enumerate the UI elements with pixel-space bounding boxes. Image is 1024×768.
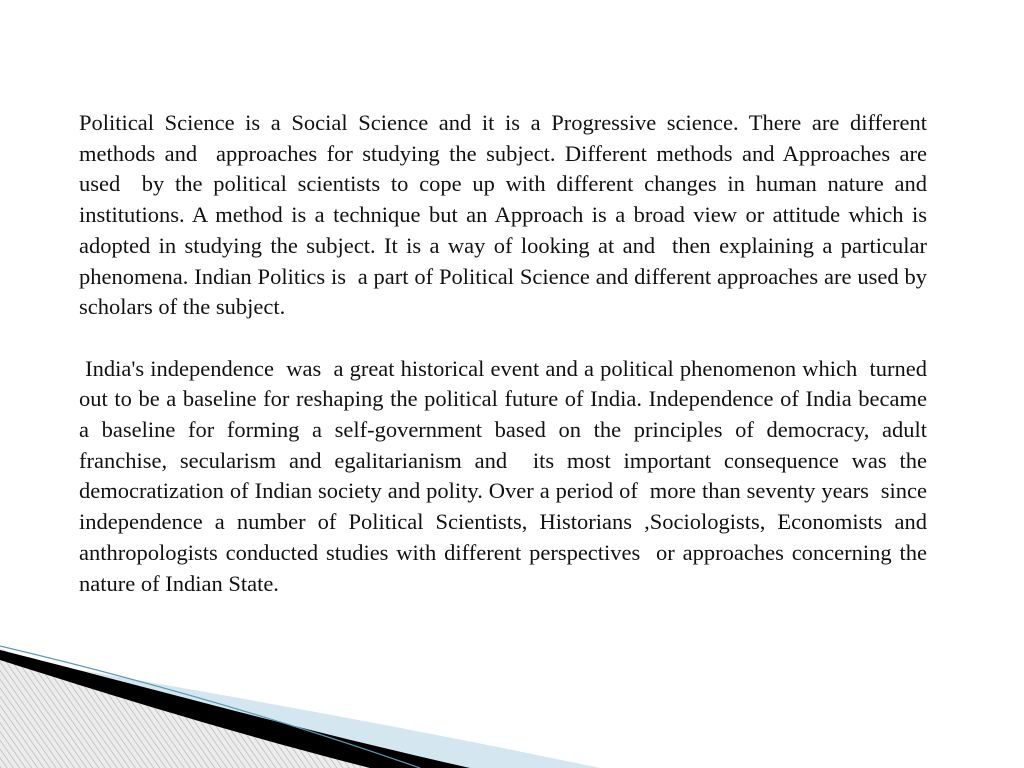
paragraph-political-science: Political Science is a Social Science and it is a Progressive science. There are different methods and approaches for studying the subject. Different methods and Approaches are used by the political scientists to cope up with different changes in human nature and institutions. A method is a technique but an Approach is a broad view or attitude which is adopted in studying the subject. It is a way of looking at and then explaining a particular phenomena. Indian Politics is a part of Political Science and different approaches are used by scholars of the subject. xyxy=(79,110,933,320)
light-blue-band-shape xyxy=(20,660,600,768)
blue-line-shape xyxy=(0,646,420,768)
black-swoosh-shape xyxy=(0,650,470,768)
body-text xyxy=(79,108,933,599)
hatched-wedge-shape xyxy=(0,648,370,768)
paragraph-india-independence: India's independence was a great historical event and a political phenomenon which turned out to be a baseline for reshaping the political future of India. Independence of India became a baseline for forming a self-government based on the principles of democracy, adult franchise, secularism and egalitarianism and its most important consequence was the democratization of Indian society and polity. Over a period of more than seventy years since independence a number of Political Scientists, Historians ,Sociologists, Economists and anthropologists conducted studies with different perspectives or approaches concerning the nature of Indian State. xyxy=(79,355,933,596)
